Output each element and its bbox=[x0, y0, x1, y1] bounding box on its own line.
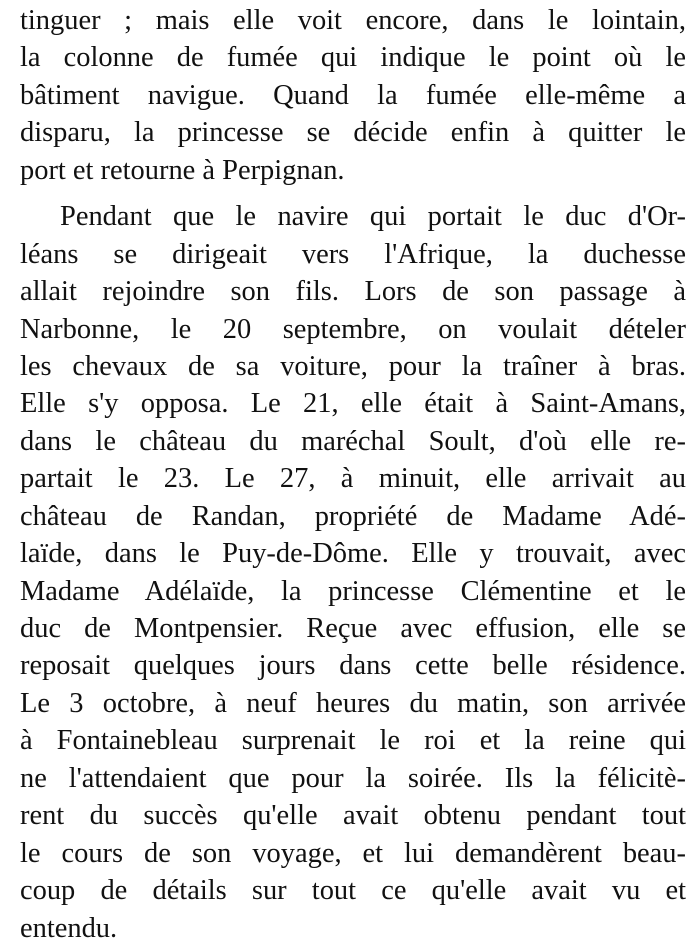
text-line: Elle s'y opposa. Le 21, elle était à Saint-Amans, bbox=[20, 388, 686, 420]
text-line: reposait quelques jours dans cette belle résidence. bbox=[20, 650, 686, 682]
text-line: partait le 23. Le 27, à minuit, elle arrivait au bbox=[20, 463, 686, 495]
text-line: dans le château du maréchal Soult, d'où elle re- bbox=[20, 425, 686, 457]
text-line: rent du succès qu'elle avait obtenu pendant tout bbox=[20, 800, 686, 832]
text-line: château de Randan, propriété de Madame Adé- bbox=[20, 500, 686, 532]
text-line: duc de Montpensier. Reçue avec effusion, elle se bbox=[20, 613, 686, 645]
text-line: Narbonne, le 20 septembre, on voulait dételer bbox=[20, 313, 686, 345]
text-line: ne l'attendaient que pour la soirée. Ils la félicitè- bbox=[20, 762, 686, 794]
text-line: allait rejoindre son fils. Lors de son passage à bbox=[20, 276, 686, 308]
text-line: tinguer ; mais elle voit encore, dans le lointain, bbox=[20, 5, 686, 36]
text-line: la colonne de fumée qui indique le point où le bbox=[20, 42, 686, 74]
text-line: Madame Adélaïde, la princesse Clémentine et le bbox=[20, 575, 686, 607]
text-line: disparu, la princesse se décide enfin à quitter le bbox=[20, 117, 686, 149]
text-line: Le 3 octobre, à neuf heures du matin, son arrivée bbox=[20, 687, 686, 719]
text-line: à Fontainebleau surprenait le roi et la reine qui bbox=[20, 725, 686, 757]
text-line: Pendant que le navire qui portait le duc d'Or- bbox=[60, 201, 686, 233]
text-line: les chevaux de sa voiture, pour la traîner à bras. bbox=[20, 350, 686, 382]
text-line: le cours de son voyage, et lui demandèrent beau- bbox=[20, 837, 686, 869]
text-line: bâtiment navigue. Quand la fumée elle-même a bbox=[20, 79, 686, 111]
text-line: port et retourne à Perpignan. bbox=[20, 154, 345, 186]
text-line: coup de détails sur tout ce qu'elle avait vu et bbox=[20, 875, 686, 907]
text-line: léans se dirigeait vers l'Afrique, la duchesse bbox=[20, 238, 686, 270]
text-line: entendu. bbox=[20, 912, 118, 944]
text-line: laïde, dans le Puy-de-Dôme. Elle y trouvait, avec bbox=[20, 538, 686, 570]
